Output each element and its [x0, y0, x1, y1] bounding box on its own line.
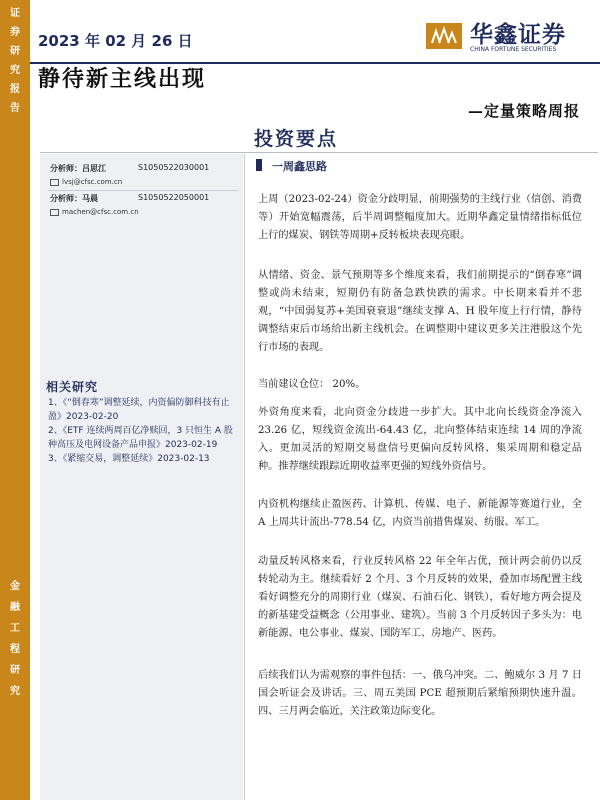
- logo-chinese-name: 华鑫证券: [470, 22, 566, 48]
- paragraph-3: 当前建议仓位： 20%。: [258, 379, 366, 390]
- company-logo: [426, 14, 598, 56]
- section-rule: [40, 152, 598, 153]
- analyst-name: 分析师：马晨: [50, 194, 98, 203]
- email-text: lvsj@cfsc.com.cn: [62, 178, 123, 186]
- paragraph-5: 内资机构继续止盈医药、计算机、传媒、电子、新能源等赛道行业，全 A 上周共计流出-778.54 亿，内资当前措售煤炭、纺服、军工。: [258, 499, 582, 528]
- related-item[interactable]: 2、《ETF 连续两周百亿净赎回，3 只恒生 A 股种高压及电网设备产品申报》2023-02-19: [48, 426, 233, 450]
- report-title: 静待新主线出现: [38, 66, 207, 92]
- sidebar-bottom-char: 融: [10, 602, 20, 613]
- related-research-list: [48, 396, 233, 466]
- sidebar-top-char: 证: [10, 8, 20, 19]
- weekly-heading: [256, 158, 327, 174]
- mail-icon: [50, 209, 59, 216]
- paragraph-7: 后续我们认为需观察的事件包括：一、俄乌冲突。二、鲍威尔 3 月 7 日国会听证会及讲话。三、周五美国 PCE 超预期后紧缩预期快速升温。四、三月两会临近，关注政策边际变化。: [258, 670, 582, 717]
- analyst-1: [50, 163, 210, 174]
- sidebar-bottom-char: 研: [10, 665, 20, 676]
- sidebar-top-char: 券: [10, 27, 20, 38]
- sidebar-bottom-char: 程: [10, 644, 20, 655]
- paragraph-4: 外资角度来看，北向资金分歧进一步扩大。其中北向长线资金净流入 23.26 亿，短线资金流出-64.43 亿，北向整体结束连续 14 周的净流入。更加灵活的短期交易盘信号更偏向反转风格、集采周期和稳定品种。推荐继续跟踪近期收益率更强的短线外资信号。: [258, 407, 582, 472]
- analyst-separator: [48, 190, 238, 191]
- sidebar-bottom-char: 工: [10, 623, 20, 634]
- mail-icon: [50, 179, 59, 186]
- sidebar-top-char: 告: [10, 103, 20, 114]
- analyst-2-email[interactable]: [50, 208, 139, 216]
- sidebar-top-char: 报: [10, 84, 20, 95]
- report-subtitle: —定量策略周报: [467, 102, 580, 120]
- logo-english-name: CHINA FORTUNE SECURITIES: [470, 46, 557, 53]
- analyst-name: 分析师：吕思江: [50, 164, 106, 173]
- paragraph-2: 从情绪、资金、景气预期等多个维度来看，我们前期提示的“倒春寒”调整或尚未结束，短期仍有防备急跌快跌的需求。中长期来看并不悲观，“中国弱复苏+美国衰衰退”继续支撑 A、H 股年度上行行情，静待调整结束后市场给出新主线机会。在调整期中建议更多关注港股这个先行市场的表现。: [258, 270, 582, 353]
- related-item[interactable]: 3、《紧缩交易，调整延续》2023-02-13: [48, 454, 210, 464]
- paragraph-6: 动量反转风格来看，行业反转风格 22 年全年占优，预计两会前仍以反转轮动为主。继续看好 2 个月、3 个月反转的效果，叠加市场配置主线看好调整充分的周期行业（煤炭、石油石化、钢铁），看好地方两会提及的新基建受益概念（公用事业、建筑）。当前 3 个月反转因子多头为：电新能源、电公事业、煤炭、国防军工、房地产、医药。: [258, 556, 582, 639]
- related-item[interactable]: 1、《“倒春寒”调整延续，内资偏防御科技有止盈》2023-02-20: [48, 398, 230, 422]
- sidebar-bottom-label: [0, 576, 30, 702]
- analyst-1-email[interactable]: [50, 178, 122, 186]
- sidebar-bottom-char: 金: [10, 581, 20, 592]
- section-title: 投资要点: [254, 128, 339, 150]
- report-date: 2023 年 02 月 26 日: [38, 32, 193, 50]
- column-divider: [244, 154, 245, 800]
- analyst-cert: S1050522050001: [138, 193, 210, 202]
- left-info-column: [40, 154, 243, 800]
- sidebar-top-char: 研: [10, 46, 20, 57]
- heading-bar: [256, 159, 262, 171]
- sidebar-top-char: 究: [10, 65, 20, 76]
- analyst-cert: S1050522030001: [138, 163, 210, 172]
- paragraph-1: 上周（2023-02-24）资金分歧明显，前期强势的主线行业（信创、消费等）开始宽幅震荡，后半周调整幅度加大。近期华鑫定量情绪指标低位上行的煤炭、钢铁等周期+反转板块表现亮眼。: [258, 194, 582, 241]
- related-research-title: 相关研究: [46, 380, 99, 394]
- sidebar-bottom-char: 究: [10, 686, 20, 697]
- logo-mark-icon: [426, 23, 462, 49]
- weekly-heading-text: 一周鑫思路: [272, 160, 327, 173]
- email-text: machen@cfsc.com.cn: [62, 208, 139, 216]
- analyst-2: [50, 193, 210, 204]
- sidebar-top-label: [0, 4, 30, 118]
